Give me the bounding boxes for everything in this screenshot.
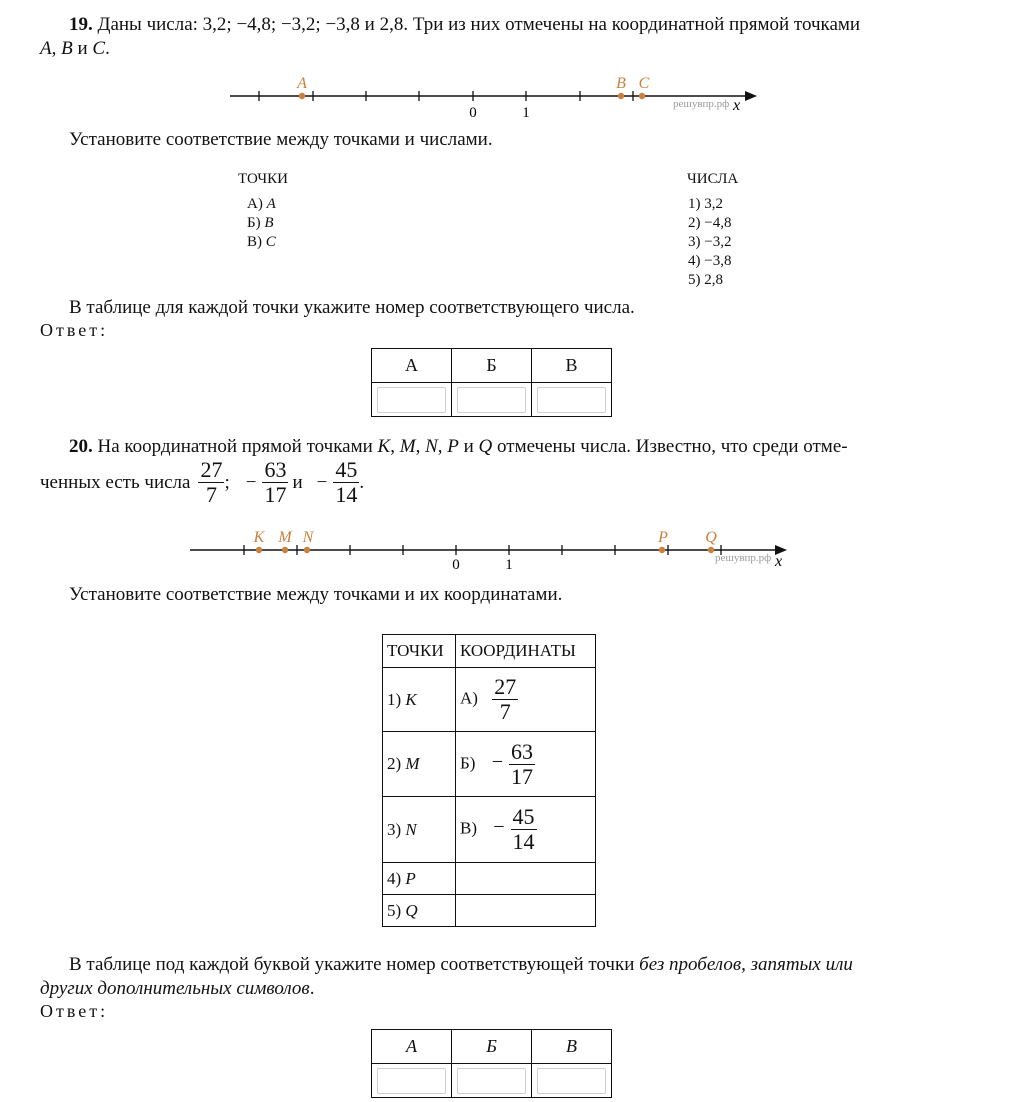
row-point-m: 2) M xyxy=(383,732,456,797)
point-p xyxy=(659,547,665,553)
point-label-a: A xyxy=(297,75,307,92)
watermark: решувпр.рф xyxy=(715,552,772,564)
row-coord-v: В) − $\frac{45}{14}$ xyxy=(456,797,596,863)
list-item: А) A xyxy=(247,196,276,212)
task19-table-instruction: В таблице для каждой точки укажите номер соответствующего числа. xyxy=(69,297,635,318)
point-n xyxy=(304,547,310,553)
fraction-63-17: $\frac{63}{17}$ xyxy=(264,457,287,507)
point-label-k: K xyxy=(253,529,265,546)
list-item: В) C xyxy=(247,234,276,250)
row-coord-a: А) $\frac{27}{7}$ xyxy=(456,668,596,732)
row-coord-b: Б) − $\frac{63}{17}$ xyxy=(456,732,596,797)
task20-text-line2: ченных есть числа $\frac{27}{7}$ ; − $\frac{63}{17}$ и − $\frac{45}{14}$ . xyxy=(40,457,365,507)
point-label-n: N xyxy=(302,529,314,546)
task19-text-line1: 19. Даны числа: 3,2; −4,8; −3,2; −3,8 и 2,8. Три из них отмечены на координатной прямой точками xyxy=(69,14,861,35)
answer-header-b: Б xyxy=(452,349,532,383)
task19-number-line xyxy=(225,72,765,122)
point-label-q: Q xyxy=(705,529,717,546)
point-a xyxy=(299,93,305,99)
answer-header-b: Б xyxy=(452,1030,532,1064)
numbers-list xyxy=(688,195,731,290)
fraction-45-14: $\frac{45}{14}$ xyxy=(335,457,358,507)
answer-input-b[interactable] xyxy=(457,387,526,413)
tick-label-1: 1 xyxy=(505,557,513,573)
tick-label-1: 1 xyxy=(522,105,530,121)
point-label-c: C xyxy=(638,75,650,92)
list-item: 4) −3,8 xyxy=(688,253,732,269)
row-point-k: 1) K xyxy=(383,668,456,732)
point-q xyxy=(708,547,714,553)
list-item: 1) 3,2 xyxy=(688,196,723,212)
row-point-p: 4) P xyxy=(383,863,456,895)
watermark: решувпр.рф xyxy=(673,98,730,110)
task19-answer-table xyxy=(371,348,612,417)
task20-table-instruction: В таблице под каждой буквой укажите номер соответствующей точки без пробелов, запятых или xyxy=(69,954,853,975)
tick-label-0: 0 xyxy=(452,557,460,573)
task20-answer-table xyxy=(371,1029,612,1098)
answer-header-a: А xyxy=(372,1030,452,1064)
fraction-27-7: $\frac{27}{7}$ xyxy=(200,457,223,507)
point-b xyxy=(618,93,624,99)
points-list xyxy=(247,195,276,252)
answer-input-b[interactable] xyxy=(457,1068,526,1094)
header-coordinates: КООРДИНАТЫ xyxy=(456,635,596,668)
point-k xyxy=(256,547,262,553)
task20-text-line1: 20. На координатной прямой точками K, M, N, P и Q отмечены числа. Известно, что среди отме- xyxy=(69,436,848,457)
point-label-p: P xyxy=(658,529,668,546)
axis-arrow-icon xyxy=(745,91,757,101)
answer-input-a[interactable] xyxy=(377,387,446,413)
answer-input-a[interactable] xyxy=(377,1068,446,1094)
task20-number-line xyxy=(185,526,795,576)
point-m xyxy=(282,547,288,553)
task20-table-instruction-line2: других дополнительных символов. xyxy=(40,978,315,999)
list-item: 3) −3,2 xyxy=(688,234,732,250)
answer-header-a: А xyxy=(372,349,452,383)
answer-input-v[interactable] xyxy=(537,1068,606,1094)
task20-answer-label: Ответ: xyxy=(40,1001,109,1021)
points-header: ТОЧКИ xyxy=(238,171,289,187)
task20-points-table xyxy=(382,634,596,927)
tick-label-0: 0 xyxy=(469,105,477,121)
point-c xyxy=(639,93,645,99)
answer-header-v: В xyxy=(532,1030,612,1064)
point-label-m: M xyxy=(278,529,292,546)
row-point-n: 3) N xyxy=(383,797,456,863)
task20-number: 20. xyxy=(69,436,93,457)
axis-label-x: x xyxy=(733,97,741,114)
numbers-header: ЧИСЛА xyxy=(687,171,739,187)
list-item: 2) −4,8 xyxy=(688,215,732,231)
task19-instruction: Установите соответствие между точками и числами. xyxy=(69,129,493,150)
axis-label-x: x xyxy=(775,553,783,570)
task19-number: 19. xyxy=(69,14,93,35)
header-points: ТОЧКИ xyxy=(383,635,456,668)
answer-header-v: В xyxy=(532,349,612,383)
point-label-b: B xyxy=(616,75,626,92)
list-item: 5) 2,8 xyxy=(688,272,723,288)
task19-text-line2: A, B и C. xyxy=(40,38,110,59)
list-item: Б) B xyxy=(247,215,274,231)
answer-input-v[interactable] xyxy=(537,387,606,413)
task19-answer-label: Ответ: xyxy=(40,320,109,340)
row-point-q: 5) Q xyxy=(383,895,456,927)
task20-instruction: Установите соответствие между точками и их координатами. xyxy=(69,584,563,605)
